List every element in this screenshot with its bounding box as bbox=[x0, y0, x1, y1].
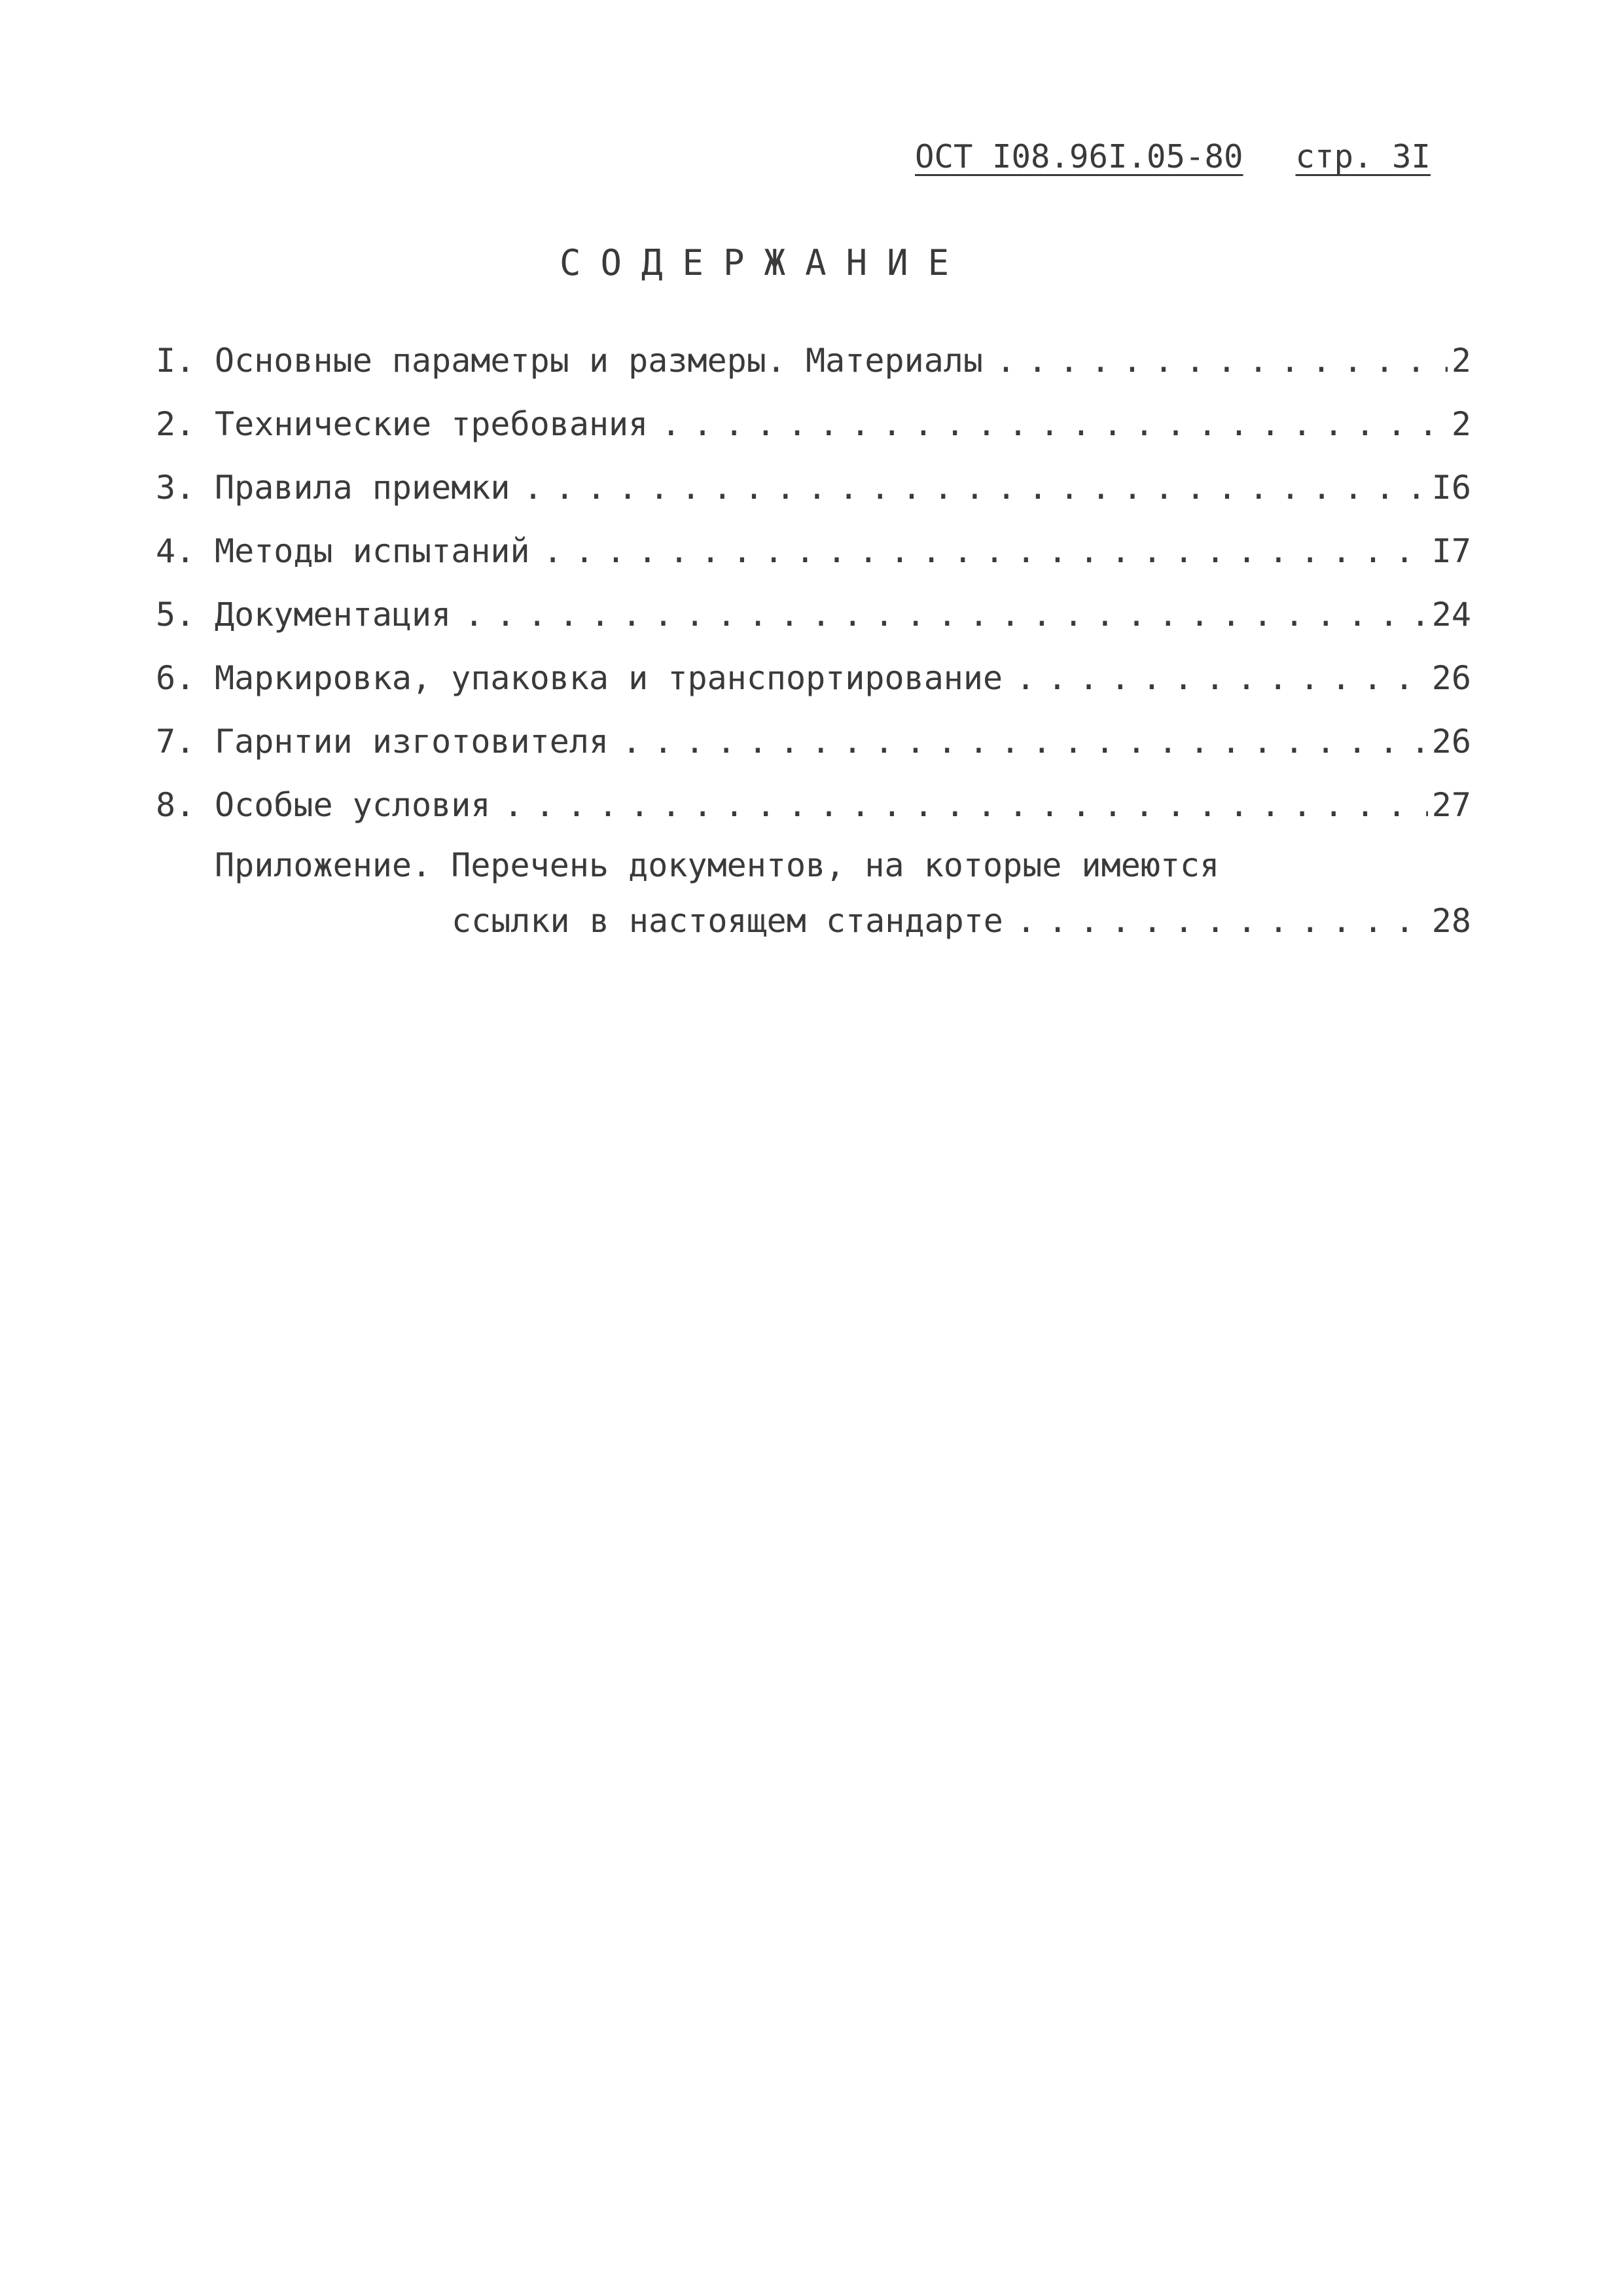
toc-leader-dots bbox=[996, 344, 1448, 377]
toc-entry-6 bbox=[156, 646, 1471, 709]
toc-entry-number: I. bbox=[156, 341, 196, 380]
toc-leader-dots bbox=[543, 535, 1428, 567]
appendix-title-line-1: Приложение. Перечень документов, на которые имеются bbox=[215, 846, 1220, 884]
toc-entry-title: Основные параметры и размеры. Материалы bbox=[215, 341, 983, 380]
toc-entry-title: Правила приемки bbox=[215, 468, 510, 507]
toc-entry-3 bbox=[156, 456, 1471, 519]
appendix-title-line-2: ссылки в настоящем стандарте bbox=[452, 902, 1003, 940]
toc-leader-dots bbox=[622, 725, 1428, 758]
toc-entry-title: Особые условия bbox=[215, 785, 491, 824]
toc-entry-title: Документация bbox=[215, 595, 452, 634]
toc-entry-page: 26 bbox=[1431, 722, 1471, 761]
toc-entry-title: Гарнтии изготовителя bbox=[215, 722, 609, 761]
toc-entry-title: Маркировка, упаковка и транспортирование bbox=[215, 658, 1003, 697]
toc-leader-dots bbox=[464, 598, 1428, 631]
standard-designation: ОСТ I08.96I.05-80 bbox=[915, 138, 1243, 175]
toc-entry-number: 4. bbox=[156, 531, 196, 570]
toc-leader-dots bbox=[1016, 905, 1428, 937]
toc-entry-8 bbox=[156, 773, 1471, 836]
toc-entry-page: 28 bbox=[1431, 902, 1471, 940]
toc-entry-page: I7 bbox=[1431, 531, 1471, 570]
toc-entry-page: 24 bbox=[1431, 595, 1471, 634]
toc-entry-1 bbox=[156, 329, 1471, 392]
toc-entry-7 bbox=[156, 709, 1471, 773]
toc-appendix-entry bbox=[156, 839, 1471, 950]
toc-leader-dots bbox=[503, 789, 1427, 821]
toc-entry-5 bbox=[156, 583, 1471, 646]
toc-entry-page: 2 bbox=[1451, 341, 1471, 380]
toc-entry-page: 27 bbox=[1431, 785, 1471, 824]
toc-entry-title: Технические требования bbox=[215, 404, 649, 443]
toc-entry-number: 5. bbox=[156, 595, 196, 634]
toc-leader-dots bbox=[1016, 662, 1428, 694]
document-header bbox=[915, 134, 1458, 180]
toc-entry-4 bbox=[156, 519, 1471, 583]
toc-entry-number: 2. bbox=[156, 404, 196, 443]
toc-entry-page: 26 bbox=[1431, 658, 1471, 697]
toc-leader-dots bbox=[661, 408, 1448, 440]
toc-entry-page: I6 bbox=[1431, 468, 1471, 507]
toc-entry-title: Методы испытаний bbox=[215, 531, 530, 570]
toc-entry-number: 7. bbox=[156, 722, 196, 761]
toc-entry-2 bbox=[156, 392, 1471, 456]
toc-entry-number: 3. bbox=[156, 468, 196, 507]
toc-entry-number: 6. bbox=[156, 658, 196, 697]
page-number: стр. 3I bbox=[1295, 138, 1431, 175]
table-of-contents bbox=[156, 329, 1471, 950]
toc-entry-number: 8. bbox=[156, 785, 196, 824]
page-title: СОДЕРЖАНИЕ bbox=[560, 242, 969, 283]
toc-leader-dots bbox=[524, 471, 1428, 504]
toc-entry-page: 2 bbox=[1451, 404, 1471, 443]
